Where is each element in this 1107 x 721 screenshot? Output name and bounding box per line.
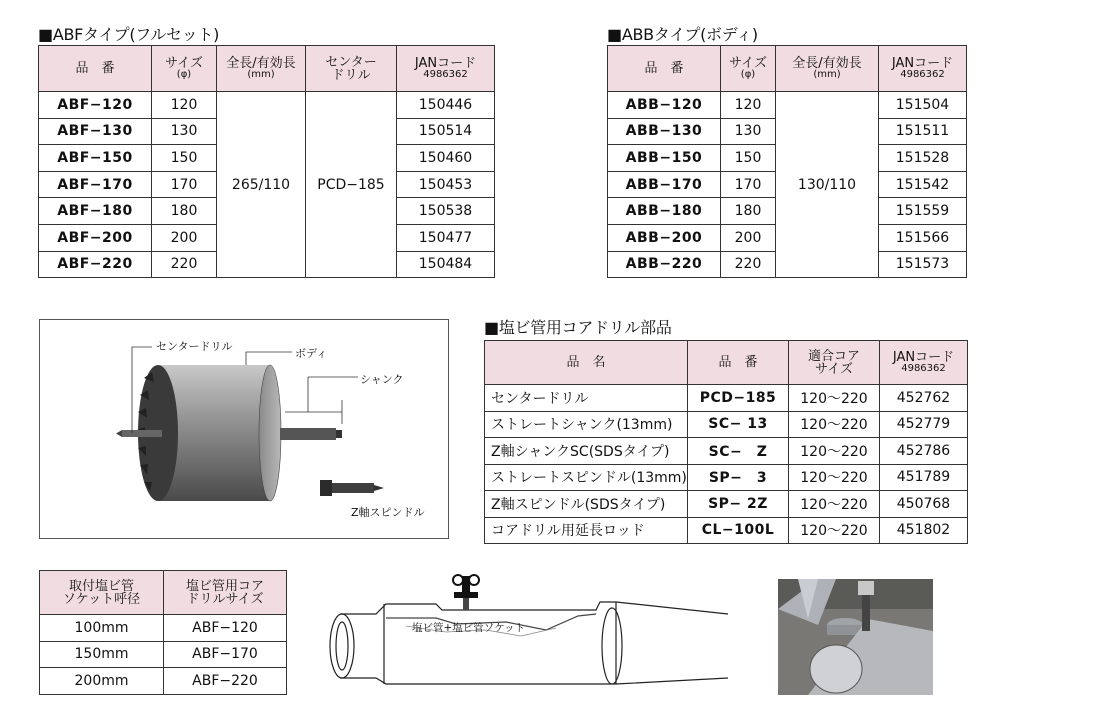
table-cell-size: 180 — [152, 198, 217, 225]
drill-icon — [453, 575, 479, 610]
jan-header: JANコード 4986362 — [397, 46, 495, 92]
table-cell-jan: 151511 — [879, 118, 967, 145]
table-cell-size: 180 — [721, 198, 776, 225]
table-cell-name: ストレートシャンク(13mm) — [485, 411, 688, 438]
table-cell-code: ABB−120 — [608, 92, 721, 119]
table-cell-code: PCD−185 — [688, 385, 789, 412]
table-cell-code: ABB−130 — [608, 118, 721, 145]
table-cell-code: ABB−220 — [608, 251, 721, 278]
table-cell-pipe: 100mm — [40, 615, 164, 642]
table-cell-pipe: 200mm — [40, 668, 164, 695]
table-cell-code: ABF−220 — [39, 251, 152, 278]
table-cell-fit: 120〜220 — [789, 517, 880, 544]
table-cell-code: SP− 3 — [688, 464, 789, 491]
z-spindle — [330, 483, 374, 493]
hinban-header: 品 番 — [688, 341, 789, 385]
table-cell-code: ABF−120 — [39, 92, 152, 119]
table-cell-jan: 452786 — [880, 438, 968, 465]
table-cell-drill: ABF−120 — [164, 615, 287, 642]
table-cell-size: 220 — [721, 251, 776, 278]
socket-table — [39, 570, 287, 695]
jan-header: JANコード 4986362 — [879, 46, 967, 92]
label-pipe-socket: 塩ビ管+塩ビ管ソケット — [412, 622, 526, 634]
usage-photo — [778, 579, 933, 695]
table-cell-code: ABF−180 — [39, 198, 152, 225]
table-cell-size: 120 — [152, 92, 217, 119]
table-cell-drill: ABF−220 — [164, 668, 287, 695]
table-cell-code: ABF−150 — [39, 145, 152, 172]
table-cell-jan: 452779 — [880, 411, 968, 438]
shank — [280, 428, 336, 440]
abf-section-title: ■ABFタイプ(フルセット) — [38, 25, 220, 44]
length-value: 265/110 — [217, 92, 306, 278]
table-cell-size: 120 — [721, 92, 776, 119]
table-cell-jan: 450768 — [880, 491, 968, 518]
table-cell-size: 150 — [152, 145, 217, 172]
table-cell-fit: 120〜220 — [789, 491, 880, 518]
label-shank: シャンク — [360, 373, 404, 386]
table-cell-jan: 150453 — [397, 171, 495, 198]
product-illustration — [39, 319, 449, 539]
table-cell-code: CL−100L — [688, 517, 789, 544]
table-cell-jan: 151528 — [879, 145, 967, 172]
table-cell-fit: 120〜220 — [789, 438, 880, 465]
table-cell-jan: 150446 — [397, 92, 495, 119]
table-cell-name: Z軸スピンドル(SDSタイプ) — [485, 491, 688, 518]
jan-header: JANコード 4986362 — [880, 341, 968, 385]
table-cell-size: 220 — [152, 251, 217, 278]
center-drill-bit — [122, 430, 162, 437]
table-cell-name: センタードリル — [485, 385, 688, 412]
table-cell-jan: 150484 — [397, 251, 495, 278]
size-header: サイズ (φ) — [152, 46, 217, 92]
abf-table — [38, 45, 495, 278]
table-cell-jan: 150514 — [397, 118, 495, 145]
table-cell-jan: 452762 — [880, 385, 968, 412]
table-cell-jan: 451802 — [880, 517, 968, 544]
table-cell-jan: 151559 — [879, 198, 967, 225]
label-center-drill: センタードリル — [156, 340, 233, 353]
hinban-header: 品 番 — [39, 46, 152, 92]
table-cell-code: ABB−170 — [608, 171, 721, 198]
length-value: 130/110 — [776, 92, 879, 278]
table-cell-size: 130 — [721, 118, 776, 145]
table-cell-jan: 150477 — [397, 224, 495, 251]
table-cell-size: 200 — [152, 224, 217, 251]
table-cell-drill: ABF−170 — [164, 641, 287, 668]
center-drill-value: PCD−185 — [306, 92, 397, 278]
name-header: 品 名 — [485, 341, 688, 385]
pipe-diagram — [316, 566, 728, 696]
size-header: サイズ (φ) — [721, 46, 776, 92]
table-cell-fit: 120〜220 — [789, 411, 880, 438]
table-cell-name: Z軸シャンクSC(SDSタイプ) — [485, 438, 688, 465]
table-cell-jan: 151504 — [879, 92, 967, 119]
length-header: 全長/有効長 (mm) — [776, 46, 879, 92]
table-cell-code: ABB−200 — [608, 224, 721, 251]
center-drill-header: センター ドリル — [306, 46, 397, 92]
table-cell-size: 130 — [152, 118, 217, 145]
abb-table — [607, 45, 967, 278]
table-cell-jan: 151542 — [879, 171, 967, 198]
abb-section-title: ■ABBタイプ(ボディ) — [607, 25, 758, 44]
table-cell-size: 200 — [721, 224, 776, 251]
hinban-header: 品 番 — [608, 46, 721, 92]
drill-size-header: 塩ビ管用コア ドリルサイズ — [164, 571, 287, 615]
table-cell-code: ABF−130 — [39, 118, 152, 145]
table-cell-jan: 451789 — [880, 464, 968, 491]
table-cell-code: ABF−200 — [39, 224, 152, 251]
table-cell-jan: 150460 — [397, 145, 495, 172]
table-cell-fit: 120〜220 — [789, 385, 880, 412]
table-cell-jan: 151566 — [879, 224, 967, 251]
fit-header: 適合コア サイズ — [789, 341, 880, 385]
body-end-cap — [259, 365, 281, 501]
table-cell-code: ABF−170 — [39, 171, 152, 198]
table-cell-pipe: 150mm — [40, 641, 164, 668]
table-cell-code: SP− 2Z — [688, 491, 789, 518]
table-cell-size: 170 — [721, 171, 776, 198]
parts-table — [484, 340, 968, 544]
table-cell-code: SC− 13 — [688, 411, 789, 438]
length-header: 全長/有効長 (mm) — [217, 46, 306, 92]
table-cell-size: 170 — [152, 171, 217, 198]
table-cell-code: ABB−180 — [608, 198, 721, 225]
label-z-spindle: Z軸スピンドル — [351, 506, 425, 519]
usage-photo-drawing — [778, 579, 933, 695]
table-cell-code: SC− Z — [688, 438, 789, 465]
label-body: ボディ — [295, 347, 328, 360]
table-cell-jan: 150538 — [397, 198, 495, 225]
table-cell-size: 150 — [721, 145, 776, 172]
parts-section-title: ■塩ビ管用コアドリル部品 — [484, 318, 672, 337]
table-cell-name: コアドリル用延長ロッド — [485, 517, 688, 544]
pipe-header: 取付塩ビ管 ソケット呼径 — [40, 571, 164, 615]
table-cell-code: ABB−150 — [608, 145, 721, 172]
table-cell-jan: 151573 — [879, 251, 967, 278]
table-cell-name: ストレートスピンドル(13mm) — [485, 464, 688, 491]
table-cell-fit: 120〜220 — [789, 464, 880, 491]
